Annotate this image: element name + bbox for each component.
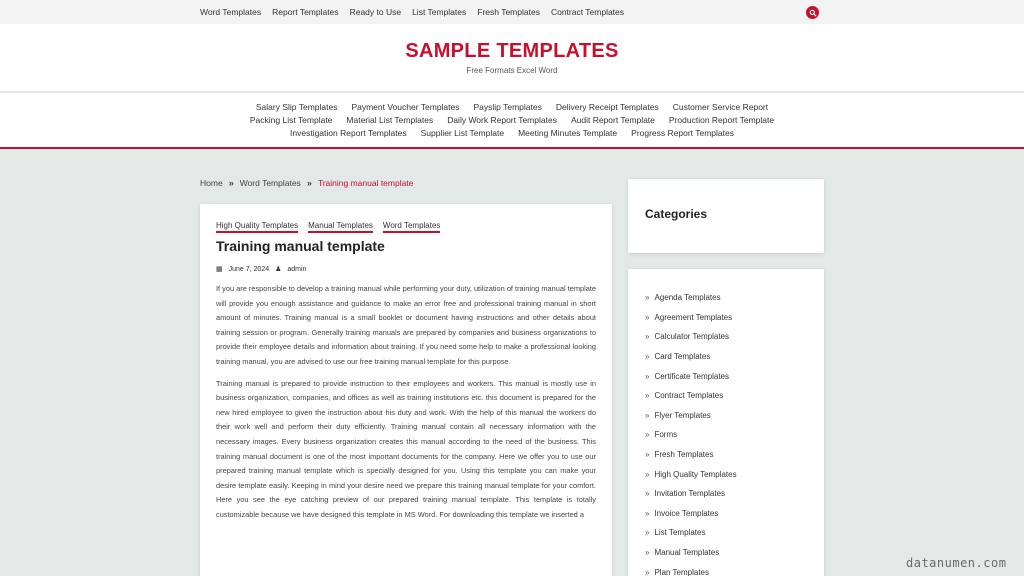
category-item[interactable] xyxy=(645,406,737,426)
category-label[interactable]: Forms xyxy=(654,430,678,440)
chevron-right-icon: » xyxy=(645,567,650,576)
main-navigation xyxy=(0,93,1024,149)
top-bar xyxy=(0,0,1024,24)
post-meta xyxy=(216,265,306,273)
chevron-right-icon: » xyxy=(645,293,650,303)
site-title[interactable]: SAMPLE TEMPLATES xyxy=(405,40,619,62)
chevron-right-icon: » xyxy=(645,469,650,479)
chevron-right-icon: » xyxy=(645,332,650,342)
category-label[interactable]: Flyer Templates xyxy=(654,410,711,420)
category-label[interactable]: Invoice Templates xyxy=(654,508,719,518)
top-link-list-templates[interactable]: List Templates xyxy=(412,7,467,17)
chevron-right-icon: » xyxy=(645,391,650,401)
chevron-right-icon: » xyxy=(645,508,650,518)
site-tagline: Free Formats Excel Word xyxy=(466,66,558,75)
nav-item[interactable]: Payment Voucher Templates xyxy=(351,102,460,112)
nav-row xyxy=(0,115,1024,125)
nav-item[interactable]: Supplier List Template xyxy=(420,128,505,138)
tag-link[interactable]: High Quality Templates xyxy=(216,221,298,233)
nav-item[interactable]: Investigation Report Templates xyxy=(290,128,407,138)
categories-heading: Categories xyxy=(645,207,708,221)
nav-item[interactable]: Production Report Template xyxy=(668,115,775,125)
category-item[interactable] xyxy=(645,523,737,543)
category-item[interactable] xyxy=(645,386,737,406)
chevron-right-icon: » xyxy=(645,371,650,381)
category-label[interactable]: Manual Templates xyxy=(654,548,720,558)
category-label[interactable]: Fresh Templates xyxy=(654,450,714,460)
nav-item[interactable]: Material List Templates xyxy=(346,115,434,125)
site-header xyxy=(0,24,1024,92)
top-link-ready-to-use[interactable]: Ready to Use xyxy=(349,7,402,17)
chevron-right-icon: » xyxy=(645,450,650,460)
nav-item[interactable]: Meeting Minutes Template xyxy=(518,128,618,138)
chevron-right-icon: » xyxy=(645,410,650,420)
category-label[interactable]: High Quality Templates xyxy=(654,469,737,479)
categories-widget xyxy=(628,269,824,576)
category-item[interactable] xyxy=(645,366,737,386)
breadcrumb-current: Training manual template xyxy=(317,178,414,188)
category-label[interactable]: Invitation Templates xyxy=(654,489,726,499)
nav-item[interactable]: Packing List Template xyxy=(249,115,333,125)
categories-list xyxy=(645,288,737,576)
nav-row xyxy=(0,102,1024,112)
calendar-icon: ▦ xyxy=(216,266,223,273)
post-title: Training manual template xyxy=(216,238,385,254)
category-item[interactable] xyxy=(645,484,737,504)
breadcrumb-home[interactable]: Home xyxy=(200,178,223,188)
tag-link[interactable]: Word Templates xyxy=(383,221,441,233)
top-link-contract-templates[interactable]: Contract Templates xyxy=(550,7,625,17)
chevron-right-icon: » xyxy=(645,489,650,499)
category-label[interactable]: Contract Templates xyxy=(654,391,724,401)
categories-heading-widget xyxy=(628,179,824,253)
breadcrumb-category[interactable]: Word Templates xyxy=(239,178,301,188)
top-menu xyxy=(200,0,624,24)
nav-item[interactable]: Daily Work Report Templates xyxy=(447,115,557,125)
nav-item[interactable]: Delivery Receipt Templates xyxy=(555,102,659,112)
category-item[interactable] xyxy=(645,464,737,484)
category-label[interactable]: Plan Templates xyxy=(654,567,710,576)
category-item[interactable] xyxy=(645,327,737,347)
post-author[interactable]: admin xyxy=(287,265,307,273)
category-item[interactable] xyxy=(645,504,737,524)
breadcrumb-separator-icon: » xyxy=(228,178,234,188)
nav-item[interactable]: Progress Report Templates xyxy=(631,128,734,138)
category-item[interactable] xyxy=(645,425,737,445)
category-item[interactable] xyxy=(645,308,737,328)
category-label[interactable]: Agenda Templates xyxy=(654,293,721,303)
category-label[interactable]: Calculator Templates xyxy=(654,332,730,342)
post-body xyxy=(216,282,596,530)
category-item[interactable] xyxy=(645,562,737,576)
post-tags xyxy=(216,221,440,233)
post-paragraph: If you are responsible to develop a training manual while performing your duty, utilization of training manual template will provide you enough assistance and guidance to make an error free and professional training manual in short amount of minutes. Training manual is a small booklet or document having instructions and other details about training session or program. Generally training manuals are prepared by companies and business organizations to provide their employee details and information about training. If you need some help to make a professional looking training manual, you are advised to use our free training manual template for this purpose. xyxy=(216,284,596,366)
top-link-report-templates[interactable]: Report Templates xyxy=(272,7,339,17)
user-icon: ♟ xyxy=(275,266,282,273)
category-item[interactable] xyxy=(645,445,737,465)
category-item[interactable] xyxy=(645,543,737,563)
top-link-fresh-templates[interactable]: Fresh Templates xyxy=(477,7,540,17)
breadcrumb xyxy=(200,178,413,188)
breadcrumb-separator-icon: » xyxy=(306,178,312,188)
category-label[interactable]: Card Templates xyxy=(654,352,711,362)
top-link-word-templates[interactable]: Word Templates xyxy=(200,7,262,17)
chevron-right-icon: » xyxy=(645,548,650,558)
chevron-right-icon: » xyxy=(645,312,650,322)
chevron-right-icon: » xyxy=(645,352,650,362)
category-label[interactable]: Certificate Templates xyxy=(654,371,730,381)
post-date[interactable]: June 7, 2024 xyxy=(228,265,270,273)
nav-item[interactable]: Audit Report Template xyxy=(570,115,655,125)
category-label[interactable]: List Templates xyxy=(654,528,706,538)
search-icon[interactable] xyxy=(806,6,819,19)
article-card xyxy=(200,204,612,576)
tag-link[interactable]: Manual Templates xyxy=(308,221,373,233)
category-label[interactable]: Agreement Templates xyxy=(654,312,733,322)
nav-item[interactable]: Customer Service Report xyxy=(672,102,769,112)
chevron-right-icon: » xyxy=(645,528,650,538)
nav-item[interactable]: Salary Slip Templates xyxy=(255,102,338,112)
nav-row xyxy=(0,128,1024,138)
nav-item[interactable]: Payslip Templates xyxy=(473,102,542,112)
chevron-right-icon: » xyxy=(645,430,650,440)
category-item[interactable] xyxy=(645,347,737,367)
post-paragraph: Training manual is prepared to provide instruction to their employees and workers. This manual is mostly use in business organization, companies, and offices as well as training institutions etc. this document is prepared for the new hired employee to given the instruction about his duty and work. With the help of this manual the workers do their work well and perform their duty efficiently. Training manual contain all necessary information with the necessary images. Every business organization creates this manual according to the need of the business. This training manual document is one of the most important documents for the company. Here we offer you to use our prepared training manual template which is specially designed for you. Using this template you can make your desire template easily. Keeping in mind your desire need we prepare this training manual template for your comfort. Here you see the eye catching preview of our prepared training manual template. This template is totally customizable because we have designed this template in MS Word. For downloading this template we inserted a xyxy=(216,378,596,519)
category-item[interactable] xyxy=(645,288,737,308)
watermark: datanumen.com xyxy=(906,556,1007,570)
